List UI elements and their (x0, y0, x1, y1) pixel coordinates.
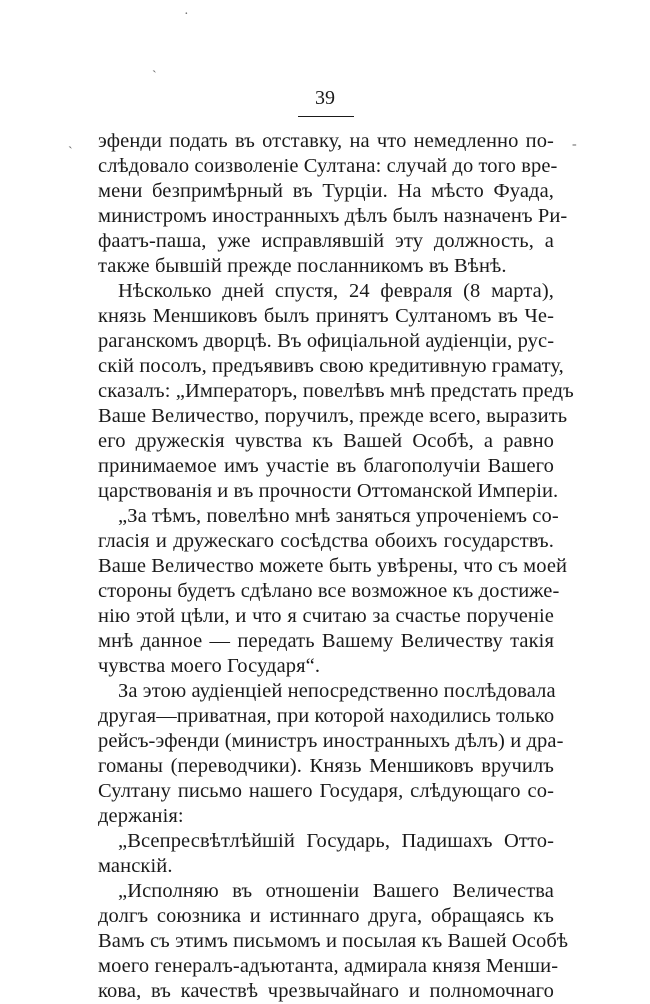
text-line: князь Меншиковъ былъ принятъ Султаномъ въ Че- (98, 305, 554, 327)
text-line: Ваше Величество можете быть увѣрены, что съ моей (98, 555, 568, 577)
text-line: другая—приватная, при которой находились только (98, 705, 555, 727)
text-line: фаатъ-паша, уже исправлявшій эту должность, а (98, 230, 554, 252)
text-line: моего генералъ-адъютанта, адмирала князя Менши- (98, 955, 559, 977)
speck-mark: - (572, 137, 577, 152)
text-line: рейсъ-эфенди (министръ иностранныхъ дѣлъ) и дра- (98, 730, 564, 752)
text-line: нію этой цѣли, и что я считаю за счастье порученіе (98, 605, 554, 627)
text-line: мнѣ данное — передать Вашему Величеству такія (98, 630, 554, 652)
body-text (98, 129, 574, 1004)
text-line: чувства моего Государя“. (98, 655, 321, 677)
text-line: раганскомъ дворцѣ. Въ офиціальной аудіенціи, рус- (98, 330, 555, 352)
text-line: стороны будетъ сдѣлано все возможное къ достиже- (98, 580, 560, 602)
text-line: держанія: (98, 805, 184, 827)
text-line: эфенди подать въ отставку, на что немедленно по- (98, 130, 554, 152)
text-line: гоманы (переводчики). Князь Меншиковъ вручилъ (98, 755, 554, 777)
speck-mark: ` (152, 69, 157, 84)
text-line: сказалъ: „Императоръ, повелѣвъ мнѣ предстать предъ (98, 380, 574, 402)
text-line: За этою аудіенціей непосредственно послѣдовала (118, 680, 556, 702)
text-line: министромъ иностранныхъ дѣлъ былъ назначенъ Ри- (98, 205, 568, 227)
text-line: Султану письмо нашего Государя, слѣдующаго со- (98, 780, 554, 802)
text-line: также бывшій прежде посланникомъ въ Вѣнѣ. (98, 255, 507, 277)
text-line: „За тѣмъ, повелѣно мнѣ заняться упроченіемъ со- (118, 505, 559, 527)
text-line: „Всепресвѣтлѣйшій Государь, Падишахъ Отто- (118, 830, 554, 852)
text-line: Нѣсколько дней спустя, 24 февраля (8 марта), (118, 280, 554, 302)
speck-mark: · (184, 7, 189, 22)
speck-mark: ` (68, 145, 73, 160)
text-line: слѣдовало соизволеніе Султана: случай до того вре- (98, 155, 558, 177)
text-line: царствованія и въ прочности Оттоманской Имперіи. (98, 480, 559, 502)
text-line: кова, въ качествѣ чрезвычайнаго и полномочнаго (98, 980, 554, 1002)
text-line: долгъ союзника и истиннаго друга, обращаясь къ (98, 905, 554, 927)
text-line: „Исполняю въ отношеніи Вашего Величества (118, 880, 554, 902)
page-number-rule (298, 116, 354, 117)
text-line: манскій. (98, 855, 173, 877)
text-line: мени безпримѣрный въ Турціи. На мѣсто Фуада, (98, 180, 554, 202)
text-line: Вамъ съ этимъ письмомъ и посылая къ Вашей Особѣ (98, 930, 569, 952)
text-line: скій посолъ, предъявивъ свою кредитивную грамату, (98, 355, 564, 377)
text-line: принимаемое имъ участіе въ благополучіи Вашего (98, 455, 554, 477)
text-line: его дружескія чувства къ Вашей Особѣ, а равно (98, 430, 554, 452)
page-number: 39 (315, 87, 335, 109)
text-line: гласія и дружескаго сосѣдства обоихъ государствъ. (98, 530, 554, 552)
text-line: Ваше Величество, поручилъ, прежде всего, выразить (98, 405, 568, 427)
